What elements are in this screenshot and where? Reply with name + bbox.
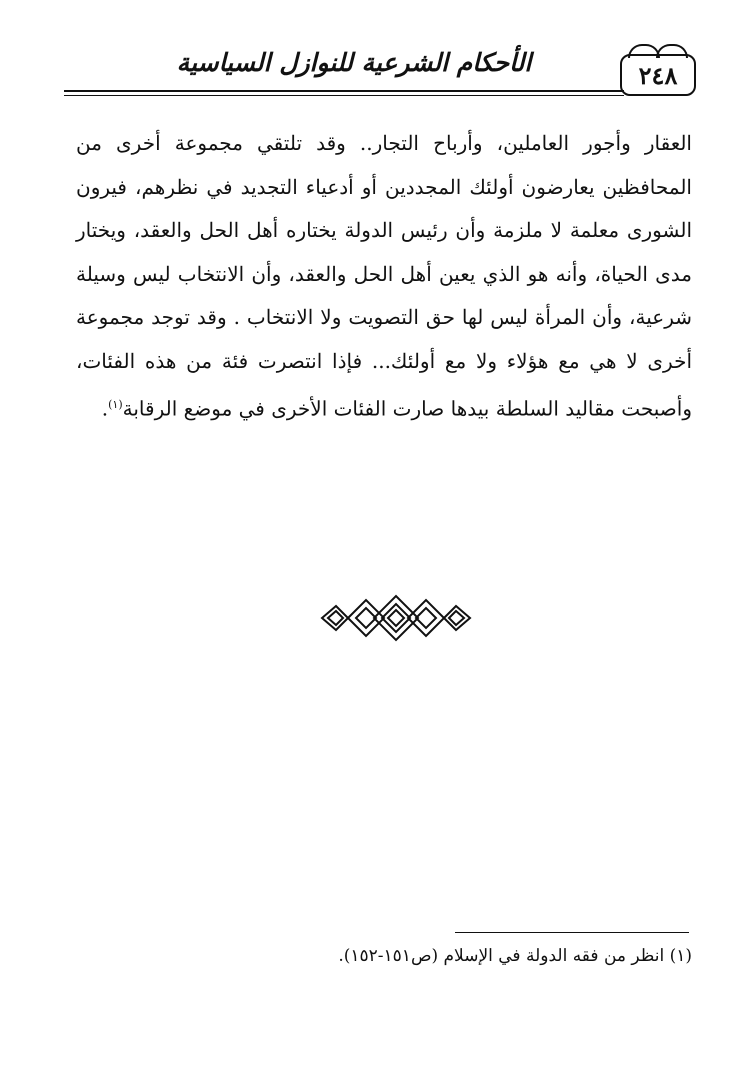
footnote-separator bbox=[455, 932, 689, 933]
body-paragraph bbox=[76, 122, 692, 431]
footnote-1: (١) انظر من فقه الدولة في الإسلام (ص١٥١-١٥٢). bbox=[338, 946, 692, 966]
page-number: ٢٤٨ bbox=[638, 60, 678, 90]
header-rule bbox=[64, 90, 624, 92]
page-header bbox=[64, 40, 696, 110]
book-title: الأحكام الشرعية للنوازل السياسية bbox=[176, 48, 532, 77]
paragraph-text: العقار وأجور العاملين، وأرباح التجار.. وقد تلتقي مجموعة أخرى من المحافظين يعارضون أولئك المجددين أو أدعياء التجديد في نظرهم، فيرون الشورى معلمة لا ملزمة وأن رئيس الدولة يختاره أهل الحل والعقد، ويختار مدى الحياة، وأنه هو الذي يعين أهل الحل والعقد، وأن الانتخاب ليس وسيلة شرعية، وأن المرأة ليس لها حق التصويت ولا الانتخاب . وقد توجد مجموعة أخرى لا هي مع هؤلاء ولا مع أولئك... فإذا انتصرت فئة من هذه الفئات، وأصبحت مقاليد السلطة بيدها صارت الفئات الأخرى في موضع الرقابة bbox=[76, 131, 692, 421]
footnote-reference: (١) bbox=[108, 398, 123, 411]
section-divider-ornament-icon bbox=[318, 592, 474, 642]
header-rule-thin bbox=[64, 95, 624, 96]
page-number-frame bbox=[620, 54, 696, 96]
end-mark: . bbox=[101, 396, 109, 421]
